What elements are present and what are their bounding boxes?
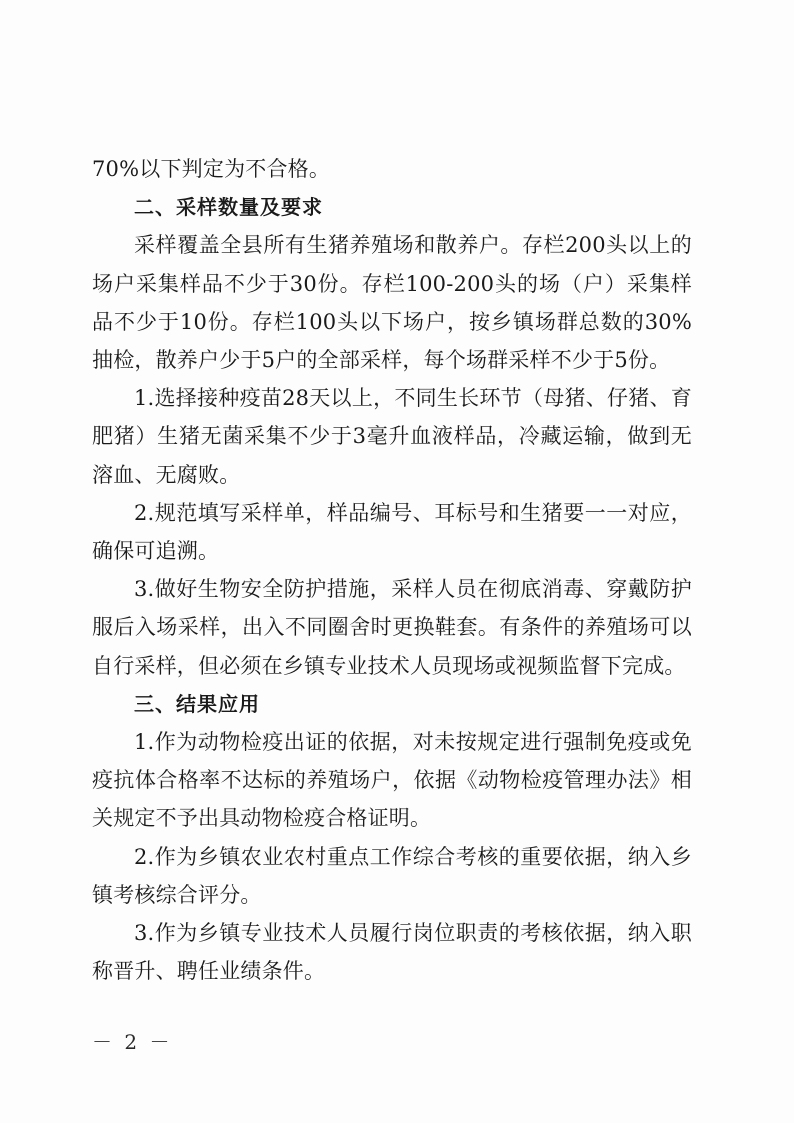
- paragraph-continuation: 70%以下判定为不合格。: [92, 157, 331, 181]
- section-heading-sampling: 二、采样数量及要求: [134, 195, 323, 220]
- paragraph-results-item-1: 1.作为动物检疫出证的依据，对未按规定进行强制免疫或免疫抗体合格率不达标的养殖场户，依据《动物检疫管理办法》相关规定不予出具动物检疫合格证明。: [92, 730, 692, 831]
- paragraph-sampling-item-2: 2.规范填写采样单，样品编号、耳标号和生猪要一一对应，确保可追溯。: [92, 500, 692, 564]
- section-heading-results: 三、结果应用: [134, 691, 260, 716]
- page-number: － 2 －: [92, 1030, 173, 1054]
- paragraph-sampling-item-3: 3.做好生物安全防护措施，采样人员在彻底消毒、穿戴防护服后入场采样，出入不同圈舍时更换鞋套。有条件的养殖场可以自行采样，但必须在乡镇专业技术人员现场或视频监督下完成。: [92, 577, 692, 678]
- paragraph-sampling-item-1: 1.选择接种疫苗28天以上，不同生长环节（母猪、仔猪、育肥猪）生猪无菌采集不少于3毫升血液样品，冷藏运输，做到无溶血、无腐败。: [92, 386, 692, 487]
- document-body: [92, 150, 692, 990]
- paragraph-results-item-3: 3.作为乡镇专业技术人员履行岗位职责的考核依据，纳入职称晋升、聘任业绩条件。: [92, 921, 692, 984]
- paragraph-sampling-coverage: 采样覆盖全县所有生猪养殖场和散养户。存栏200头以上的场户采集样品不少于30份。存栏100-200头的场（户）采集样品不少于10份。存栏100头以下场户，按乡镇场群总数的30%抽检，散养户少于5户的全部采样，每个场群采样不少于5份。: [92, 233, 692, 373]
- paragraph-results-item-2: 2.作为乡镇农业农村重点工作综合考核的重要依据，纳入乡镇考核综合评分。: [92, 844, 692, 907]
